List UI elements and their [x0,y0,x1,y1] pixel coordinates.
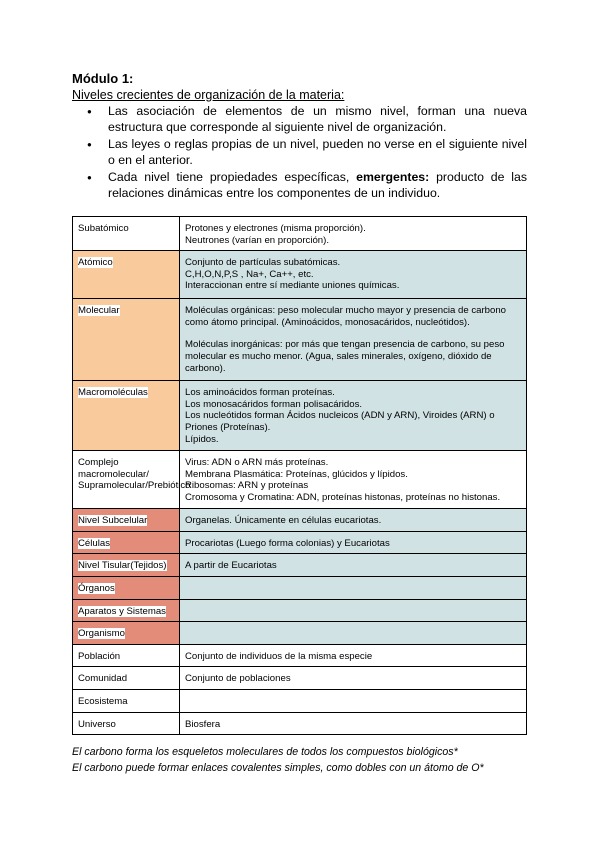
level-label: Órganos [78,582,115,594]
description-line: Protones y electrones (misma proporción). [185,223,366,234]
description-cell [180,689,527,712]
description-cell [180,531,527,554]
table-row [73,217,527,251]
description-cell [180,644,527,667]
description-line: A partir de Eucariotas [185,560,277,572]
description-line: Ribosomas: ARN y proteínas [185,480,309,492]
level-cell [73,689,180,712]
level-cell [73,299,180,381]
level-cell [73,217,180,251]
level-label: Atómico [78,257,113,269]
table-row [73,712,527,735]
description-line: Los nucleótidos forman Ácidos nucleicos (ADN y ARN), Viroides (ARN) o Priones (Proteínas). [185,410,495,433]
table-row [73,251,527,299]
level-cell [73,451,191,509]
bullet-text-bold: emergentes: [356,170,430,185]
description-paragraph: Moléculas orgánicas: peso molecular mucho mayor y presencia de carbono como átomo principal. (Aminoácidos, monosacáridos, nucleótidos). [185,305,507,328]
footnote-line: El carbono forma los esqueletos moleculares de todos los compuestos biológicos* [72,746,458,758]
description-cell [180,251,527,299]
description-line: Procariotas (Luego forma colonias) y Eucariotas [185,537,390,549]
description-line: Los aminoácidos forman proteínas. [185,387,335,399]
table-row [73,531,527,554]
bullet-item [72,170,527,201]
description-line: Biosfera [185,718,221,730]
table-row [73,622,527,645]
description-cell [180,451,527,509]
paragraph-gap [185,328,522,339]
description-line: Membrana Plasmática: Proteínas, glúcidos y lípidos. [185,468,408,480]
footnotes [72,745,484,776]
description-paragraph: Moléculas inorgánicas: por más que tengan presencia de carbono, su peso molecular es mucho menor. (Agua, sales minerales, oxígeno, dióxido de carbono). [185,339,505,374]
description-line: Conjunto de poblaciones [185,673,291,685]
description-cell [180,667,527,690]
level-label: Aparatos y Sistemas [78,605,166,617]
level-cell [73,509,180,532]
description-line: Interaccionan entre sí mediante uniones químicas. [185,280,400,292]
description-line: Virus: ADN o ARN más proteínas. [185,457,329,469]
description-cell [180,712,527,735]
table-row [73,689,527,712]
level-cell [73,599,180,622]
description-cell [180,576,527,599]
level-label: Ecosistema [78,695,128,707]
bullet-text: Las leyes o reglas propias de un nivel, pueden no verse en el siguiente nivel o en el anterior. [108,137,527,167]
level-label: Comunidad [78,673,128,685]
description-cell [180,509,527,532]
description-line: Los monosacáridos forman polisacáridos. [185,398,363,410]
description-line: Lípidos. [185,433,219,445]
table-row [73,381,527,451]
level-cell [73,554,180,577]
level-cell [73,576,180,599]
level-label: Población [78,650,121,662]
description-cell [180,599,527,622]
description-cell [180,217,527,251]
level-cell [73,622,180,645]
table-row [73,451,527,509]
table-row [73,644,527,667]
level-label: Universo [78,718,116,730]
description-line: C,H,O,N,P,S , Na+, Ca++, etc. [185,268,314,280]
bullet-text-before: Cada nivel tiene propiedades específicas, [108,170,357,185]
bullet-text-after: producto de las relaciones dinámicas entre los componentes de un individuo. [108,170,527,200]
table-row [73,576,527,599]
description-line: Cromosoma y Cromatina: ADN, proteínas histonas, proteínas no histonas. [185,491,501,503]
level-cell [73,381,180,451]
bullet-item [72,137,527,168]
footnote-line: El carbono puede formar enlaces covalentes simples, como dobles con un átomo de O* [72,761,484,774]
description-cell [180,554,527,577]
level-label: Macromoléculas [78,387,148,399]
module-title: Módulo 1: [72,71,134,86]
table-row [73,299,527,381]
table-row [73,667,527,690]
module-subtitle: Niveles crecientes de organización de la materia: [72,88,345,102]
description-line: Neutrones (varían en proporción). [185,234,329,246]
description-line: Conjunto de partículas subatómicas. [185,257,341,269]
level-cell [73,712,180,735]
level-cell [73,667,180,690]
level-cell [73,251,180,299]
bullet-list [72,104,527,204]
table-row [73,509,527,532]
description-cell [180,299,527,381]
bullet-text: Las asociación de elementos de un mismo nivel, forman una nueva estructura que corresponde al siguiente nivel de organización. [108,104,527,134]
table-row [73,599,527,622]
bullet-item [72,104,527,135]
description-cell [180,622,527,645]
table-row [73,554,527,577]
description-line: Organelas. Únicamente en células eucariotas. [185,515,382,527]
level-label: Células [78,537,110,549]
level-label: Molecular [78,305,120,317]
level-label: Nivel Subcelular [78,515,148,527]
level-label: Organismo [78,628,125,640]
organization-levels-table [72,216,527,735]
level-label: Complejo macromolecular/ Supramolecular/Prebiótico [78,457,191,492]
description-line: Conjunto de individuos de la misma especie [185,650,373,662]
level-label: Subatómico [78,223,129,234]
level-label: Nivel Tisular(Tejidos) [78,560,167,572]
description-cell [180,381,527,451]
level-cell [73,644,180,667]
level-cell [73,531,180,554]
